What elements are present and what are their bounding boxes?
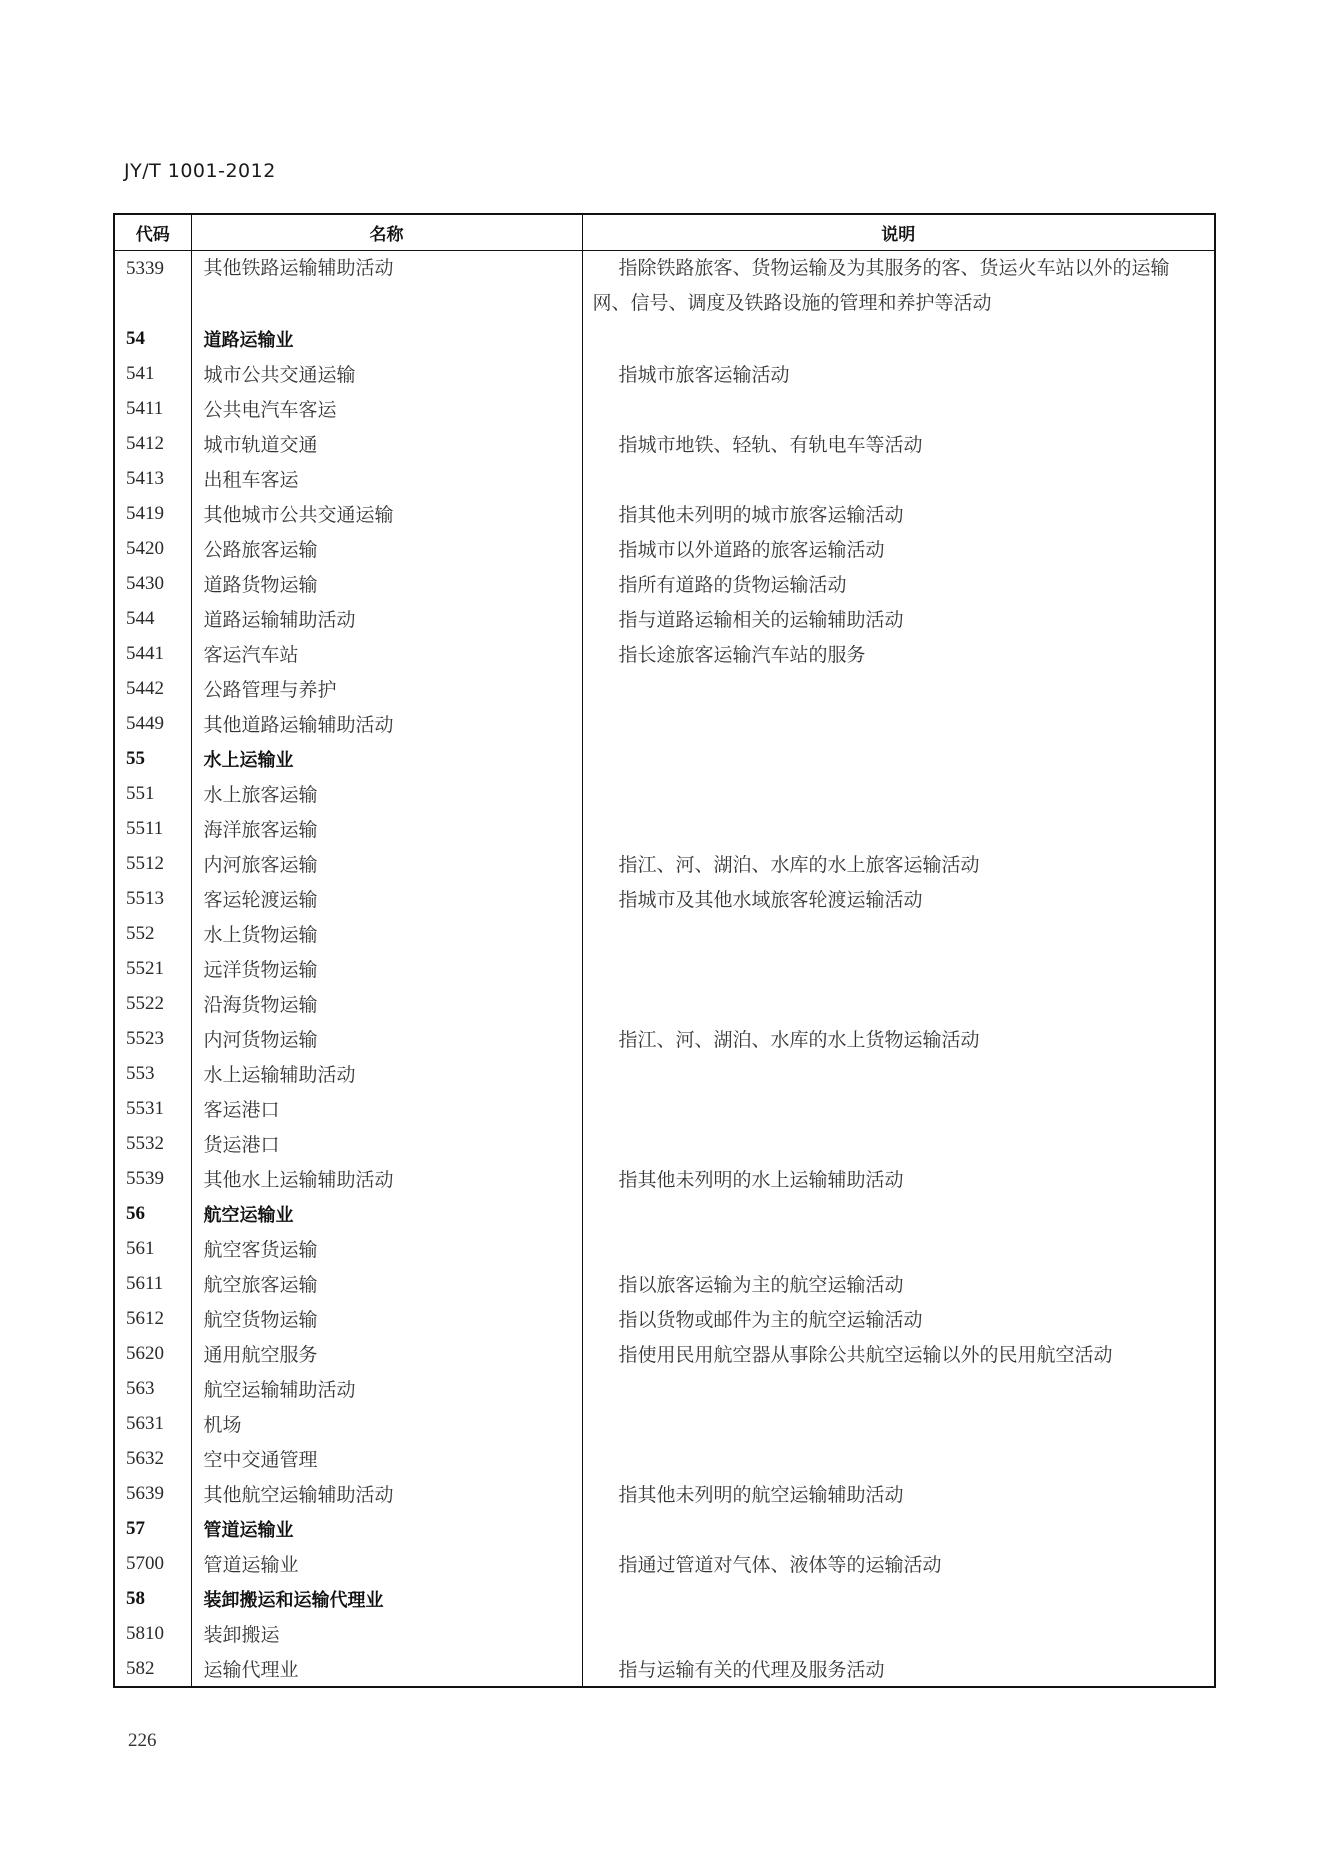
cell-code: 5412 bbox=[114, 426, 191, 461]
cell-description: 指其他未列明的航空运输辅助活动 bbox=[618, 1485, 904, 1506]
cell-code: 5419 bbox=[114, 496, 191, 531]
cell-description bbox=[582, 1616, 1215, 1651]
cell-description bbox=[582, 1441, 1215, 1476]
cell-code: 551 bbox=[114, 776, 191, 811]
cell-code: 561 bbox=[114, 1231, 191, 1266]
cell-description: 指江、河、湖泊、水库的水上旅客运输活动 bbox=[618, 855, 980, 876]
table-row bbox=[114, 1161, 1215, 1196]
table-row-major-category bbox=[114, 1196, 1215, 1231]
cell-name: 道路运输业 bbox=[191, 321, 582, 356]
cell-name: 客运轮渡运输 bbox=[191, 881, 582, 916]
cell-description bbox=[582, 461, 1215, 496]
cell-description: 指长途旅客运输汽车站的服务 bbox=[618, 645, 866, 666]
table-row bbox=[114, 1441, 1215, 1476]
table-row bbox=[114, 1021, 1215, 1056]
cell-code: 5511 bbox=[114, 811, 191, 846]
cell-name: 道路运输辅助活动 bbox=[191, 601, 582, 636]
table-row-major-category bbox=[114, 321, 1215, 356]
cell-name: 空中交通管理 bbox=[191, 1441, 582, 1476]
cell-name: 其他水上运输辅助活动 bbox=[191, 1161, 582, 1196]
cell-name: 管道运输业 bbox=[191, 1511, 582, 1546]
cell-name: 沿海货物运输 bbox=[191, 986, 582, 1021]
table-row bbox=[114, 986, 1215, 1021]
table-row bbox=[114, 1546, 1215, 1581]
cell-name: 其他城市公共交通运输 bbox=[191, 496, 582, 531]
cell-code: 5612 bbox=[114, 1301, 191, 1336]
cell-name: 通用航空服务 bbox=[191, 1336, 582, 1371]
cell-description bbox=[582, 391, 1215, 426]
cell-description bbox=[582, 671, 1215, 706]
cell-description bbox=[582, 741, 1215, 776]
table-row bbox=[114, 461, 1215, 496]
cell-code: 5632 bbox=[114, 1441, 191, 1476]
cell-code: 5631 bbox=[114, 1406, 191, 1441]
cell-description: 指城市以外道路的旅客运输活动 bbox=[618, 540, 885, 561]
cell-description: 指所有道路的货物运输活动 bbox=[618, 575, 847, 596]
table-row-major-category bbox=[114, 1581, 1215, 1616]
cell-name: 内河旅客运输 bbox=[191, 846, 582, 881]
column-header-name: 名称 bbox=[191, 214, 582, 251]
cell-code: 5521 bbox=[114, 951, 191, 986]
cell-description: 指以货物或邮件为主的航空运输活动 bbox=[618, 1310, 923, 1331]
column-header-description: 说明 bbox=[582, 214, 1215, 251]
table-row bbox=[114, 496, 1215, 531]
table-row bbox=[114, 811, 1215, 846]
cell-code: 5420 bbox=[114, 531, 191, 566]
cell-description bbox=[582, 1126, 1215, 1161]
table-row bbox=[114, 531, 1215, 566]
cell-description bbox=[582, 1511, 1215, 1546]
table-row bbox=[114, 426, 1215, 461]
cell-code: 552 bbox=[114, 916, 191, 951]
table-row bbox=[114, 671, 1215, 706]
table-row bbox=[114, 1056, 1215, 1091]
cell-name: 城市公共交通运输 bbox=[191, 356, 582, 391]
table-row bbox=[114, 1406, 1215, 1441]
cell-code: 5611 bbox=[114, 1266, 191, 1301]
cell-code: 5523 bbox=[114, 1021, 191, 1056]
table-row bbox=[114, 1651, 1215, 1687]
cell-description: 指与道路运输相关的运输辅助活动 bbox=[618, 610, 904, 631]
cell-description bbox=[582, 1056, 1215, 1091]
page-number: 226 bbox=[128, 1730, 157, 1751]
table-row bbox=[114, 251, 1215, 322]
cell-name: 公路管理与养护 bbox=[191, 671, 582, 706]
cell-name: 机场 bbox=[191, 1406, 582, 1441]
cell-description: 指通过管道对气体、液体等的运输活动 bbox=[618, 1555, 942, 1576]
cell-name: 内河货物运输 bbox=[191, 1021, 582, 1056]
cell-code: 57 bbox=[114, 1511, 191, 1546]
cell-description bbox=[582, 776, 1215, 811]
table-row bbox=[114, 1336, 1215, 1371]
cell-code: 5512 bbox=[114, 846, 191, 881]
table-row bbox=[114, 1266, 1215, 1301]
cell-description bbox=[582, 321, 1215, 356]
cell-name: 管道运输业 bbox=[191, 1546, 582, 1581]
table-row bbox=[114, 1371, 1215, 1406]
table-body bbox=[114, 251, 1215, 1688]
table-row bbox=[114, 391, 1215, 426]
cell-name: 航空旅客运输 bbox=[191, 1266, 582, 1301]
table-row bbox=[114, 1301, 1215, 1336]
cell-code: 5413 bbox=[114, 461, 191, 496]
cell-name: 其他铁路运输辅助活动 bbox=[191, 251, 582, 322]
cell-description: 指与运输有关的代理及服务活动 bbox=[618, 1660, 885, 1681]
cell-description: 指城市旅客运输活动 bbox=[618, 365, 790, 386]
table-row bbox=[114, 706, 1215, 741]
classification-table bbox=[113, 213, 1216, 1688]
cell-code: 563 bbox=[114, 1371, 191, 1406]
table-row bbox=[114, 636, 1215, 671]
cell-description bbox=[582, 706, 1215, 741]
column-header-code: 代码 bbox=[114, 214, 191, 251]
table-row bbox=[114, 881, 1215, 916]
table-row bbox=[114, 1616, 1215, 1651]
cell-description: 指城市及其他水域旅客轮渡运输活动 bbox=[618, 890, 923, 911]
cell-code: 58 bbox=[114, 1581, 191, 1616]
table-row bbox=[114, 1476, 1215, 1511]
cell-code: 582 bbox=[114, 1651, 191, 1687]
cell-code: 5620 bbox=[114, 1336, 191, 1371]
cell-name: 公共电汽车客运 bbox=[191, 391, 582, 426]
cell-code: 55 bbox=[114, 741, 191, 776]
cell-code: 5441 bbox=[114, 636, 191, 671]
cell-code: 5449 bbox=[114, 706, 191, 741]
cell-name: 其他航空运输辅助活动 bbox=[191, 1476, 582, 1511]
cell-name: 海洋旅客运输 bbox=[191, 811, 582, 846]
cell-code: 5442 bbox=[114, 671, 191, 706]
table-row bbox=[114, 1231, 1215, 1266]
cell-code: 5531 bbox=[114, 1091, 191, 1126]
cell-name: 客运港口 bbox=[191, 1091, 582, 1126]
cell-code: 5339 bbox=[114, 251, 191, 322]
table-row bbox=[114, 566, 1215, 601]
description-text: 指除铁路旅客、货物运输及为其服务的客、货运火车站以外的运输网、信号、调度及铁路设施的管理和养护等活动 bbox=[592, 258, 1170, 314]
cell-name: 城市轨道交通 bbox=[191, 426, 582, 461]
cell-description: 指江、河、湖泊、水库的水上货物运输活动 bbox=[618, 1030, 980, 1051]
cell-name: 航空运输业 bbox=[191, 1196, 582, 1231]
cell-code: 56 bbox=[114, 1196, 191, 1231]
cell-description bbox=[582, 811, 1215, 846]
standard-id: JY/T 1001-2012 bbox=[124, 160, 276, 182]
cell-name: 客运汽车站 bbox=[191, 636, 582, 671]
cell-description bbox=[582, 1406, 1215, 1441]
table-header-row bbox=[114, 214, 1215, 251]
table-row-major-category bbox=[114, 741, 1215, 776]
cell-name: 水上运输辅助活动 bbox=[191, 1056, 582, 1091]
cell-description: 指城市地铁、轻轨、有轨电车等活动 bbox=[618, 435, 923, 456]
cell-name: 货运港口 bbox=[191, 1126, 582, 1161]
cell-name: 水上旅客运输 bbox=[191, 776, 582, 811]
cell-code: 54 bbox=[114, 321, 191, 356]
cell-name: 其他道路运输辅助活动 bbox=[191, 706, 582, 741]
cell-code: 5430 bbox=[114, 566, 191, 601]
cell-description bbox=[582, 916, 1215, 951]
cell-code: 544 bbox=[114, 601, 191, 636]
cell-name: 运输代理业 bbox=[191, 1651, 582, 1687]
cell-code: 5639 bbox=[114, 1476, 191, 1511]
cell-code: 5539 bbox=[114, 1161, 191, 1196]
cell-name: 航空客货运输 bbox=[191, 1231, 582, 1266]
cell-code: 5522 bbox=[114, 986, 191, 1021]
table-row bbox=[114, 776, 1215, 811]
table-row bbox=[114, 1126, 1215, 1161]
cell-name: 装卸搬运和运输代理业 bbox=[191, 1581, 582, 1616]
cell-code: 5411 bbox=[114, 391, 191, 426]
table-row-major-category bbox=[114, 1511, 1215, 1546]
cell-description bbox=[582, 1196, 1215, 1231]
cell-name: 远洋货物运输 bbox=[191, 951, 582, 986]
cell-description bbox=[582, 986, 1215, 1021]
table-row bbox=[114, 1091, 1215, 1126]
cell-name: 公路旅客运输 bbox=[191, 531, 582, 566]
cell-description bbox=[582, 951, 1215, 986]
cell-code: 553 bbox=[114, 1056, 191, 1091]
cell-name: 道路货物运输 bbox=[191, 566, 582, 601]
cell-code: 5810 bbox=[114, 1616, 191, 1651]
cell-code: 541 bbox=[114, 356, 191, 391]
cell-description: 指使用民用航空器从事除公共航空运输以外的民用航空活动 bbox=[618, 1345, 1113, 1366]
cell-description: 指其他未列明的城市旅客运输活动 bbox=[618, 505, 904, 526]
cell-name: 装卸搬运 bbox=[191, 1616, 582, 1651]
cell-code: 5513 bbox=[114, 881, 191, 916]
cell-name: 出租车客运 bbox=[191, 461, 582, 496]
cell-description bbox=[582, 251, 1215, 322]
cell-description: 指其他未列明的水上运输辅助活动 bbox=[618, 1170, 904, 1191]
cell-code: 5700 bbox=[114, 1546, 191, 1581]
cell-code: 5532 bbox=[114, 1126, 191, 1161]
cell-name: 航空运输辅助活动 bbox=[191, 1371, 582, 1406]
table-row bbox=[114, 601, 1215, 636]
table-row bbox=[114, 916, 1215, 951]
table-row bbox=[114, 356, 1215, 391]
cell-description bbox=[582, 1231, 1215, 1266]
cell-name: 水上货物运输 bbox=[191, 916, 582, 951]
cell-description bbox=[582, 1371, 1215, 1406]
cell-description bbox=[582, 1581, 1215, 1616]
cell-name: 航空货物运输 bbox=[191, 1301, 582, 1336]
cell-name: 水上运输业 bbox=[191, 741, 582, 776]
cell-description: 指以旅客运输为主的航空运输活动 bbox=[618, 1275, 904, 1296]
table-row bbox=[114, 846, 1215, 881]
table-row bbox=[114, 951, 1215, 986]
cell-description bbox=[582, 1091, 1215, 1126]
